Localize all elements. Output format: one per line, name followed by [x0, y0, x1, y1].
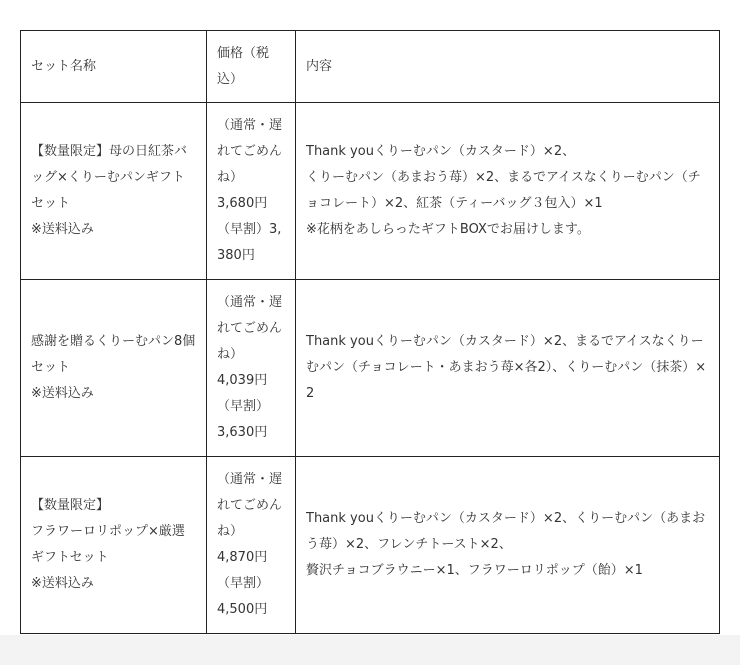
- price-label-regular: （通常・遅れてごめんね）: [217, 472, 283, 539]
- price-cell: [207, 280, 296, 457]
- price-early: 3,630円: [217, 425, 268, 440]
- table-header-row: [21, 31, 720, 103]
- price-label-regular: （通常・遅れてごめんね）: [217, 118, 283, 185]
- content-line: Thank youくりーむパン（カスタード）×2、: [306, 144, 576, 159]
- price-regular: 4,870円: [217, 550, 268, 565]
- content-note: ※花柄をあしらったギフトBOXでお届けします。: [306, 222, 590, 237]
- set-name: 【数量限定】母の日紅茶バッグ×くりーむパンギフトセット: [31, 144, 188, 211]
- set-name-cell: [21, 457, 207, 634]
- table-row: [21, 457, 720, 634]
- content-line: Thank youくりーむパン（カスタード）×2、くりーむパン（あまおう苺）×2、フレンチトースト×2、: [306, 511, 706, 552]
- content-cell: [296, 457, 720, 634]
- price-label-regular: （通常・遅れてごめんね）: [217, 295, 283, 362]
- content-line: 贅沢チョコブラウニー×1、フラワーロリポップ（飴）×1: [306, 563, 643, 578]
- price-early: （早割）3,380円: [217, 222, 282, 263]
- price-regular: 3,680円: [217, 196, 268, 211]
- gift-set-table: [20, 30, 720, 634]
- shipping-note: ※送料込み: [31, 576, 94, 591]
- set-name: フラワーロリポップ×厳選ギフトセット: [31, 524, 185, 565]
- set-name-cell: [21, 280, 207, 457]
- set-name-badge: 【数量限定】: [31, 498, 110, 513]
- header-content: 内容: [296, 31, 720, 103]
- header-set-name: セット名称: [21, 31, 207, 103]
- price-cell: [207, 103, 296, 280]
- price-regular: 4,039円: [217, 373, 268, 388]
- price-label-early: （早割）: [217, 576, 270, 591]
- content-line: Thank youくりーむパン（カスタード）×2、まるでアイスなくりーむパン（チョコレート・あまおう苺×各2）、くりーむパン（抹茶）×2: [306, 334, 707, 401]
- content-line: くりーむパン（あまおう苺）×2、まるでアイスなくりーむパン（チョコレート）×2、紅茶（ティーバッグ３包入）×1: [306, 170, 701, 211]
- price-cell: [207, 457, 296, 634]
- content-cell: [296, 103, 720, 280]
- content-cell: [296, 280, 720, 457]
- price-label-early: （早割）: [217, 399, 270, 414]
- set-name: 感謝を贈るくりーむパン8個セット: [31, 334, 196, 375]
- table-row: [21, 280, 720, 457]
- price-early: 4,500円: [217, 602, 268, 617]
- table-row: [21, 103, 720, 280]
- shipping-note: ※送料込み: [31, 222, 94, 237]
- set-name-cell: [21, 103, 207, 280]
- shipping-note: ※送料込み: [31, 386, 94, 401]
- header-price: 価格（税込）: [207, 31, 296, 103]
